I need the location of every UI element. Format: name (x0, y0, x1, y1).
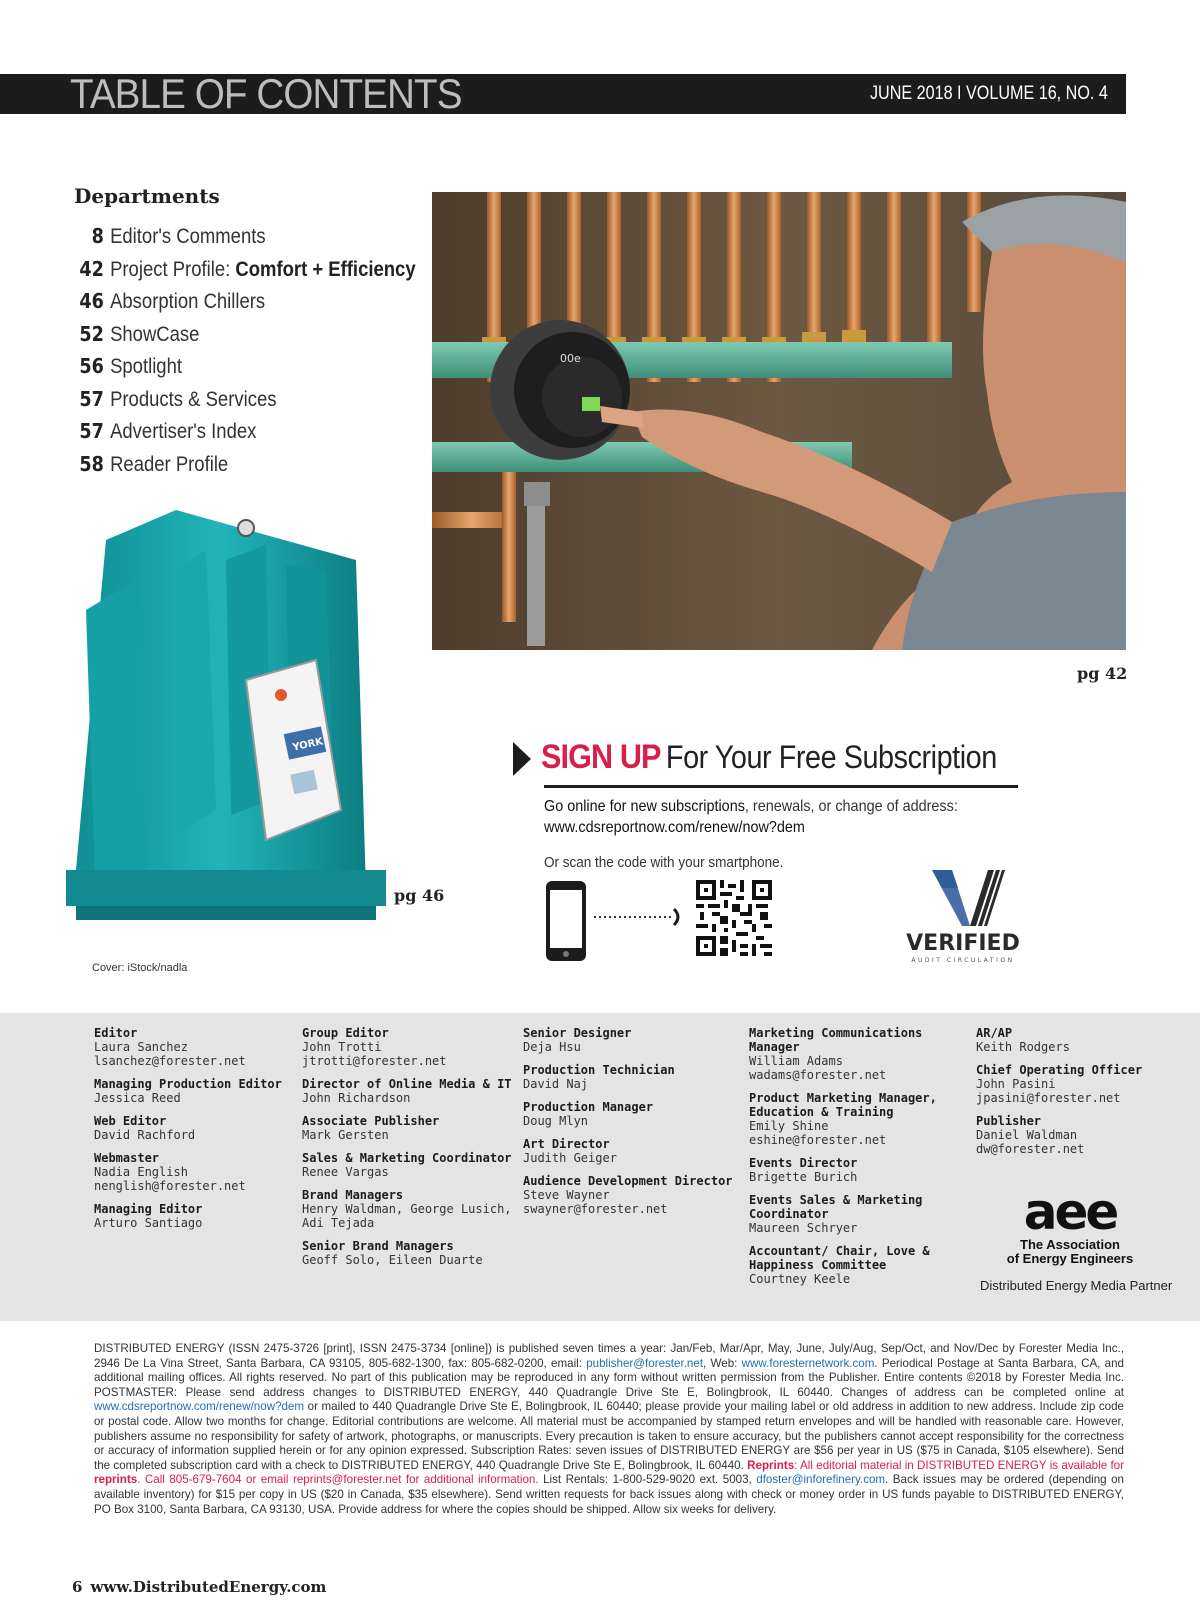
staff-role: Group Editor (302, 1026, 389, 1040)
boiler-brand: YORK (291, 736, 325, 754)
aee-caption: Distributed Energy Media Partner (980, 1278, 1173, 1293)
legal-part: List Rentals: 1-800-529-9020 ext. 5003, (538, 1473, 757, 1487)
department-item[interactable] (74, 320, 416, 353)
department-page-number: 8 (91, 224, 104, 248)
staff-role: Brand Managers (302, 1188, 404, 1202)
department-label: Products & Services (110, 387, 277, 411)
svg-text:00e: 00e (560, 352, 581, 365)
department-item[interactable] (74, 450, 416, 483)
staff-column-4 (749, 1026, 974, 1295)
staff-column-3 (523, 1026, 743, 1225)
staff-entry (302, 1114, 517, 1142)
page-footer (72, 1578, 326, 1596)
staff-entry (302, 1151, 517, 1179)
staff-role: Events Director (749, 1156, 858, 1170)
staff-role: AR/AP (976, 1026, 1013, 1040)
reprints-contact: . Call 805-679-7604 or email reprints@forester.net for additional information. (137, 1473, 539, 1487)
departments-heading: Departments (74, 184, 220, 208)
aee-mark: aee (1023, 1193, 1117, 1241)
staff-entry (976, 1114, 1176, 1156)
signup-title-red: SIGN UP (541, 738, 661, 776)
staff-entry (749, 1156, 974, 1184)
staff-entry (523, 1063, 743, 1091)
staff-name: Nadia English (94, 1165, 188, 1179)
staff-name: John Trotti (302, 1040, 382, 1054)
staff-name: Judith Geiger (523, 1151, 617, 1165)
staff-entry (94, 1077, 294, 1105)
issue-info: JUNE 2018 I VOLUME 16, NO. 4 (870, 83, 1108, 104)
header-bar (0, 70, 1126, 117)
staff-role: Accountant/ Chair, Love & Happiness Committee (749, 1244, 930, 1272)
department-item[interactable] (74, 287, 416, 320)
department-page-number: 52 (79, 321, 104, 346)
staff-entry (302, 1239, 517, 1267)
reprints-label: Reprints (747, 1458, 795, 1472)
staff-role: Audience Development Director (523, 1174, 733, 1188)
staff-name: John Pasini (976, 1077, 1056, 1091)
forester-network-link[interactable]: www.foresternetwork.com (741, 1356, 875, 1370)
publication-legal-text (94, 1342, 1124, 1517)
department-page-number: 58 (79, 451, 104, 476)
renew-url-link[interactable]: www.cdsreportnow.com/renew/now?dem (94, 1400, 305, 1414)
staff-entry (749, 1026, 974, 1082)
staff-name: Renee Vargas (302, 1165, 389, 1179)
signup-url-link[interactable]: www.cdsreportnow.com/renew/now?dem (544, 819, 805, 836)
signup-rule (544, 785, 1018, 788)
staff-name: Doug Mlyn (523, 1114, 589, 1128)
staff-role: Managing Editor (94, 1202, 203, 1216)
staff-entry (749, 1193, 974, 1235)
staff-email-link[interactable]: jpasini@forester.net (976, 1091, 1121, 1105)
staff-name: David Naj (523, 1077, 589, 1091)
reprints-word: reprints (94, 1473, 138, 1487)
page-title: TABLE OF CONTENTS (70, 70, 462, 117)
boiler-photo-page-ref: pg 46 (394, 886, 445, 905)
signup-instructions-rest: , renewals, or change of address: (744, 798, 958, 815)
publisher-email-link[interactable]: publisher@forester.net (586, 1356, 704, 1370)
staff-name: Arturo Santiago (94, 1216, 203, 1230)
staff-email-link[interactable]: jtrotti@forester.net (302, 1054, 447, 1068)
staff-name: Geoff Solo, Eileen Duarte (302, 1253, 483, 1267)
staff-name: Emily Shine (749, 1119, 829, 1133)
department-label: Absorption Chillers (110, 290, 266, 313)
staff-entry (94, 1202, 294, 1230)
staff-role: Events Sales & Marketing Coordinator (749, 1193, 923, 1221)
staff-name: Jessica Reed (94, 1091, 181, 1105)
staff-column-2 (302, 1026, 517, 1276)
staff-column-1 (94, 1026, 294, 1239)
legal-part: , Web: (703, 1356, 742, 1370)
list-rentals-email-link[interactable]: dfoster@inforefinery.com (756, 1473, 886, 1487)
staff-role: Senior Designer (523, 1026, 632, 1040)
staff-email-link[interactable]: eshine@forester.net (749, 1133, 887, 1147)
signup-instructions (544, 798, 958, 816)
main-photo-page-ref: pg 42 (1077, 664, 1128, 683)
staff-entry (94, 1114, 294, 1142)
department-page-number: 57 (79, 386, 104, 411)
staff-entry (749, 1244, 974, 1286)
department-label: Advertiser's Index (110, 420, 257, 443)
signup-scan-text: Or scan the code with your smartphone. (544, 854, 784, 871)
staff-email-link[interactable]: wadams@forester.net (749, 1068, 887, 1082)
department-label: ShowCase (110, 322, 200, 346)
cover-credit: Cover: iStock/nadla (92, 962, 188, 974)
department-item[interactable] (74, 385, 416, 418)
staff-name: David Rachford (94, 1128, 196, 1142)
staff-name: Courtney Keele (749, 1272, 851, 1286)
staff-name: Steve Wayner (523, 1188, 610, 1202)
department-page-number: 42 (79, 256, 104, 281)
verified-title: VERIFIED (906, 931, 1020, 956)
footer-site-link[interactable]: www.DistributedEnergy.com (90, 1578, 327, 1596)
staff-name: Maureen Schryer (749, 1221, 858, 1235)
department-label: Spotlight (110, 355, 183, 378)
staff-name: Keith Rodgers (976, 1040, 1070, 1054)
staff-name: John Richardson (302, 1091, 411, 1105)
staff-name: Deja Hsu (523, 1040, 581, 1054)
aee-line-2: of Energy Engineers (1006, 1251, 1134, 1266)
aee-line-1: The Association (1020, 1237, 1120, 1252)
staff-role: Sales & Marketing Coordinator (302, 1151, 512, 1165)
signup-arrow-icon (513, 742, 531, 776)
staff-email-link[interactable]: lsanchez@forester.net (94, 1054, 246, 1068)
staff-entry (976, 1026, 1176, 1054)
staff-name: Brigette Burich (749, 1170, 858, 1184)
legal-part: or mailed to 440 Quadrangle Drive Ste E, Bolingbrook, IL 60440; please provide your mailing label or old address in addition to new address. Include zip code or postal code. Allow two months for change. Editorial contributions are welcome. All material must be accompanied by stamped return envelopes and will be handled with reasonable care. However, publishers assume no responsibility for safety of artwork, photographs, or manuscripts. Every precaution is taken to ensure accuracy, but the publishers cannot accept responsibility for the correctness or accuracy of information supplied herein or for any opinion expressed. Subscription Rates: seven issues of DISTRIBUTED ENERGY are $56 per year in US ($75 in Canada, $105 elsewhere). Send the completed subscription card with a check to DISTRIBUTED ENERGY, 440 Quadrangle Drive Ste E, Bolingbrook, IL 60440. (94, 1400, 1124, 1472)
staff-role: Web Editor (94, 1114, 167, 1128)
staff-role: Editor (94, 1026, 138, 1040)
legal-part: . Periodical Postage at Santa Barbara, CA, and additional mailing offices. All rights reserved. No part of this publication may be reproduced in any form without written permission from the Publisher. Entire contents ©2018 by Forester Media Inc. POSTMASTER: Please send address changes to DISTRIBUTED ENERGY, 440 Quadrangle Drive Ste E, Bolingbrook, IL 60440. Changes of address can be completed online at (94, 1356, 1125, 1399)
legal-part: . Back issues may be ordered (depending on available inventory) for $15 per copy in US ($20 in Canada, $35 elsewhere). Send written requests for back issues along with check or money order in US funds payable to DISTRIBUTED ENERGY, PO Box 3100, Santa Barbara, CA 93130, USA. Provide address for where the copies should be shipped. Allow six weeks for delivery. (94, 1473, 1124, 1516)
qr-code-icon[interactable] (696, 880, 772, 956)
staff-entry (302, 1077, 517, 1105)
staff-role: Webmaster (94, 1151, 160, 1165)
staff-role: Product Marketing Manager, Education & Training (749, 1091, 937, 1119)
staff-role: Associate Publisher (302, 1114, 440, 1128)
staff-entry (523, 1100, 743, 1128)
staff-role: Publisher (976, 1114, 1042, 1128)
verified-subtitle: AUDIT CIRCULATION (911, 957, 1015, 964)
reprints-text: : All editorial material in DISTRIBUTED ENERGY is available for (794, 1458, 1124, 1472)
staff-entry (523, 1174, 743, 1216)
staff-entry (749, 1091, 974, 1147)
department-item[interactable] (74, 352, 416, 385)
staff-role: Production Technician (523, 1063, 675, 1077)
staff-name: Laura Sanchez (94, 1040, 188, 1054)
staff-entry (302, 1188, 517, 1230)
department-item[interactable] (74, 222, 416, 255)
department-label-emphasis: Comfort + Efficiency (235, 257, 416, 281)
department-label: Editor's Comments (110, 225, 266, 248)
staff-role: Managing Production Editor (94, 1077, 282, 1091)
staff-role: Chief Operating Officer (976, 1063, 1143, 1077)
signup-title (541, 738, 997, 777)
department-item[interactable] (74, 417, 416, 450)
staff-role: Production Manager (523, 1100, 654, 1114)
signup-title-rest: For Your Free Subscription (665, 739, 997, 775)
staff-email-link[interactable]: swayner@forester.net (523, 1202, 668, 1216)
staff-entry (523, 1137, 743, 1165)
legal-part: DISTRIBUTED ENERGY (ISSN 2475-3726 [print], ISSN 2475-3734 [online]) is published seven times a year: Jan/Feb, Mar/Apr, May, June, July/Aug, Sep/Oct, and Nov/Dec by Forester Media Inc., 2946 De La Vina Street, Santa Barbara, CA 93105, 805-682-1300, fax: 805-682-0200, email: (94, 1342, 1124, 1370)
departments-list (74, 222, 462, 482)
staff-role: Senior Brand Managers (302, 1239, 454, 1253)
staff-name: Mark Gersten (302, 1128, 389, 1142)
staff-entry (94, 1151, 294, 1193)
smartphone-icon (545, 880, 587, 962)
staff-role: Director of Online Media & IT (302, 1077, 512, 1091)
verified-audit-logo (896, 868, 1030, 966)
staff-email-link[interactable]: nenglish@forester.net (94, 1179, 246, 1193)
department-page-number: 46 (79, 289, 104, 313)
staff-column-5 (976, 1026, 1176, 1165)
department-page-number: 56 (79, 354, 104, 378)
cover-photo-technician (432, 192, 1126, 650)
staff-entry (302, 1026, 517, 1068)
dotted-arrow-icon (594, 905, 684, 929)
department-page-number: 57 (79, 419, 104, 443)
staff-name: Adi Tejada (302, 1216, 375, 1230)
department-label: Reader Profile (110, 452, 229, 476)
aee-logo (1000, 1193, 1140, 1275)
staff-name: Daniel Waldman (976, 1128, 1078, 1142)
staff-masthead (0, 1013, 1200, 1321)
staff-name: William Adams (749, 1054, 843, 1068)
staff-entry (523, 1026, 743, 1054)
page-number: 6 (72, 1578, 83, 1596)
signup-instructions-lead: Go online for new subscriptions (544, 798, 745, 815)
staff-entry (976, 1063, 1176, 1105)
staff-name: Henry Waldman, George Lusich, (302, 1202, 512, 1216)
staff-role: Marketing Communications Manager (749, 1026, 923, 1054)
staff-role: Art Director (523, 1137, 610, 1151)
department-label: Project Profile: (110, 257, 236, 281)
department-item[interactable] (74, 255, 416, 288)
staff-email-link[interactable]: dw@forester.net (976, 1142, 1085, 1156)
staff-entry (94, 1026, 294, 1068)
boiler-photo (66, 510, 402, 942)
